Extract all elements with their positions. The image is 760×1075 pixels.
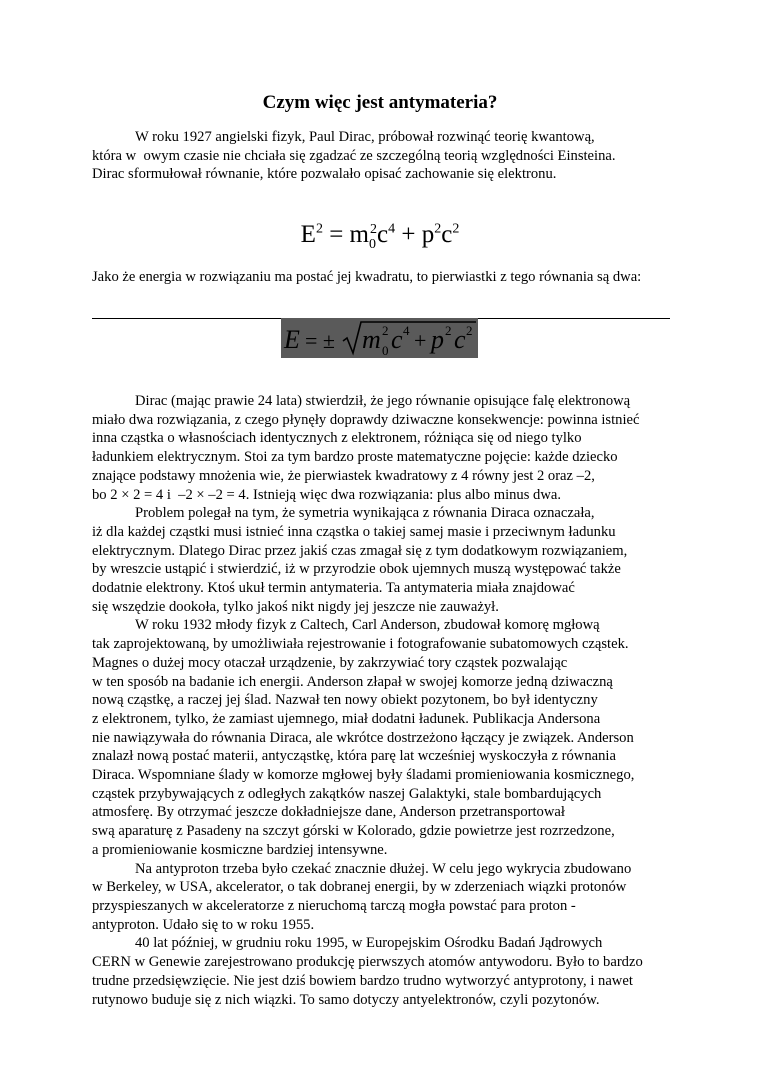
- text-line: z elektronem, tylko, że zamiast ujemnego, miał dodatni ładunek. Publikacja Andersona: [92, 710, 601, 727]
- formula-operator: =: [322, 221, 350, 248]
- text-line: inna cząstka o własnościach identycznych z elektronem, różniąca się od niego tylko: [92, 430, 582, 447]
- formula-symbol: m: [349, 221, 369, 248]
- text-line: a promieniowanie kosmiczne bardziej intensywne.: [92, 841, 388, 858]
- formula-symbol: c: [391, 325, 403, 354]
- formula-exponent: 2: [452, 221, 460, 237]
- formula-exponent: 4: [388, 221, 396, 237]
- root-formula-image: [281, 318, 478, 358]
- formula-symbol: c: [441, 221, 453, 248]
- text-line: Magnes o dużej mocy otaczał urządzenie, by zakrzywiać tory cząstek pozwalając: [92, 654, 568, 671]
- formula-exponent: 2: [315, 221, 323, 237]
- text-line: przyspieszanych w akceleratorze z nieruchomą tarczą mogła powstać para proton -: [92, 897, 576, 914]
- text-line: Jako że energia w rozwiązaniu ma postać jej kwadratu, to pierwiastki z tego równania są dwa:: [92, 269, 642, 285]
- formula-operator: +: [414, 328, 427, 353]
- formula-exponent: 2: [445, 323, 452, 338]
- formula-operator: +: [395, 221, 422, 248]
- formula-symbol: m: [362, 325, 381, 354]
- text-line: która w owym czasie nie chciała się zgadzać ze szczególną teorią względności Einsteina.: [92, 147, 616, 164]
- text-line: trudne przedsięwzięcie. Nie jest dziś bowiem bardzo trudno wytworzyć antyprotony, i nawet: [92, 972, 633, 989]
- text-line: antyproton. Udało się to w roku 1955.: [92, 916, 315, 933]
- formula-exponent: 4: [403, 323, 410, 338]
- page-title: Czym więc jest antymateria?: [262, 92, 498, 113]
- text-line: znalazł nową postać materii, antycząstkę, która parę lat wcześniej wyskoczyła z równania: [92, 748, 616, 765]
- text-line: Problem polegał na tym, że symetria wynikająca z równania Diraca oznaczała,: [135, 505, 595, 522]
- formula-symbol: p: [431, 325, 444, 354]
- formula-exponent: 2: [466, 323, 473, 338]
- body-text: [92, 392, 682, 1009]
- formula-symbol: E: [284, 325, 300, 354]
- text-line: bo 2 × 2 = 4 i –2 × –2 = 4. Istnieją więc dwa rozwiązania: plus albo minus dwa.: [92, 486, 562, 503]
- text-line: 40 lat później, w grudniu roku 1995, w Europejskim Ośrodku Badań Jądrowych: [135, 935, 603, 952]
- text-line: dodatnie elektrony. Ktoś ukuł termin antymateria. Ta antymateria miała znajdować: [92, 580, 575, 597]
- text-line: tak zaprojektowaną, by umożliwiała rejestrowanie i fotografowanie subatomowych cząstek.: [92, 636, 629, 653]
- text-line: Dirac (mając prawie 24 lata) stwierdził, że jego równanie opisujące falę elektronową: [135, 393, 631, 409]
- text-line: atmosferę. By otrzymać jeszcze dokładniejsze dane, Anderson przetransportował: [92, 804, 565, 821]
- text-line: miało dwa rozwiązania, z czego płynęły doprawdy dziwaczne konsekwencje: powinna istnieć: [92, 411, 640, 428]
- formula-subscript: 0: [382, 343, 389, 358]
- formula-symbol: p: [421, 221, 435, 248]
- text-line: iż dla każdej cząstki musi istnieć inna cząstka o takiej samej masie i przeciwnym ładunku: [92, 523, 616, 540]
- text-line: nie nawiązywała do równania Diraca, ale wkrótce dostrzeżono łączący je związek. Anderson: [92, 729, 634, 746]
- formula-symbol: c: [377, 221, 389, 248]
- text-line: w ten sposób na badanie ich energii. Anderson złapał w swojej komorze jedną dziwaczną: [92, 673, 613, 690]
- text-line: by wreszcie ustąpić i stwierdzić, iż w przyrodzie obok ujemnych muszą występować także: [92, 561, 621, 578]
- text-line: cząstek przybywających z odległych zakątków naszej Galaktyki, stale bombardujących: [92, 785, 602, 802]
- text-line: W roku 1932 młody fizyk z Caltech, Carl Anderson, zbudował komorę mgłową: [135, 617, 600, 634]
- formula-exponent: 2: [382, 323, 389, 338]
- text-line: w Berkeley, w USA, akcelerator, o tak dobranej energii, by w zderzeniach wiązki protonów: [92, 879, 627, 896]
- text-line: nową cząstkę, a raczej jej ślad. Nazwał ten nowy obiekt pozytonem, bo był identyczny: [92, 692, 598, 709]
- text-line: CERN w Genewie zarejestrowano produkcję pierwszych atomów antywodoru. Było to bardzo: [92, 954, 643, 971]
- formula-exponent: 2: [434, 221, 442, 237]
- text-line: swą aparaturę z Pasadeny na szczyt górski w Kolorado, gdzie powietrze jest rozrzedzone,: [92, 823, 615, 840]
- text-line: Diraca. Wspomniane ślady w komorze mgłowej były śladami promieniowania kosmicznego,: [92, 767, 635, 784]
- text-line: się wszędzie dookoła, tylko jakoś nikt nigdy jej jeszcze nie zauważył.: [92, 598, 499, 615]
- roots-paragraph: [92, 268, 682, 287]
- text-line: elektrycznym. Dlatego Dirac przez jakiś czas zmagał się z tym dodatkowym rozwiązaniem,: [92, 542, 628, 559]
- text-line: rutynowo buduje się z nich wiązki. To samo dotyczy antyelektronów, czyli pozytonów.: [92, 991, 600, 1008]
- text-line: Dirac sformułował równanie, które pozwalało opisać zachowanie się elektronu.: [92, 166, 557, 183]
- text-line: W roku 1927 angielski fizyk, Paul Dirac, próbował rozwinąć teorię kwantową,: [135, 129, 595, 145]
- text-line: znające podstawy mnożenia wie, że pierwiastek kwadratowy z 4 równy jest 2 oraz –2,: [92, 467, 595, 484]
- formula-symbol: E: [300, 221, 316, 248]
- formula-exponent: 2: [370, 221, 377, 237]
- text-line: ładunkiem elektrycznym. Stoi za tym bardzo proste matematyczne pojęcie: każde dziecko: [92, 449, 618, 466]
- root-formula-graphic: [281, 318, 478, 358]
- energy-momentum-equation: [0, 220, 760, 250]
- formula-symbol: c: [454, 325, 466, 354]
- text-line: Na antyproton trzeba było czekać znacznie dłużej. W celu jego wykrycia zbudowano: [135, 860, 632, 877]
- intro-paragraph: [92, 128, 682, 184]
- formula-subscript: 0: [369, 237, 376, 252]
- formula-operator: = ±: [305, 328, 335, 353]
